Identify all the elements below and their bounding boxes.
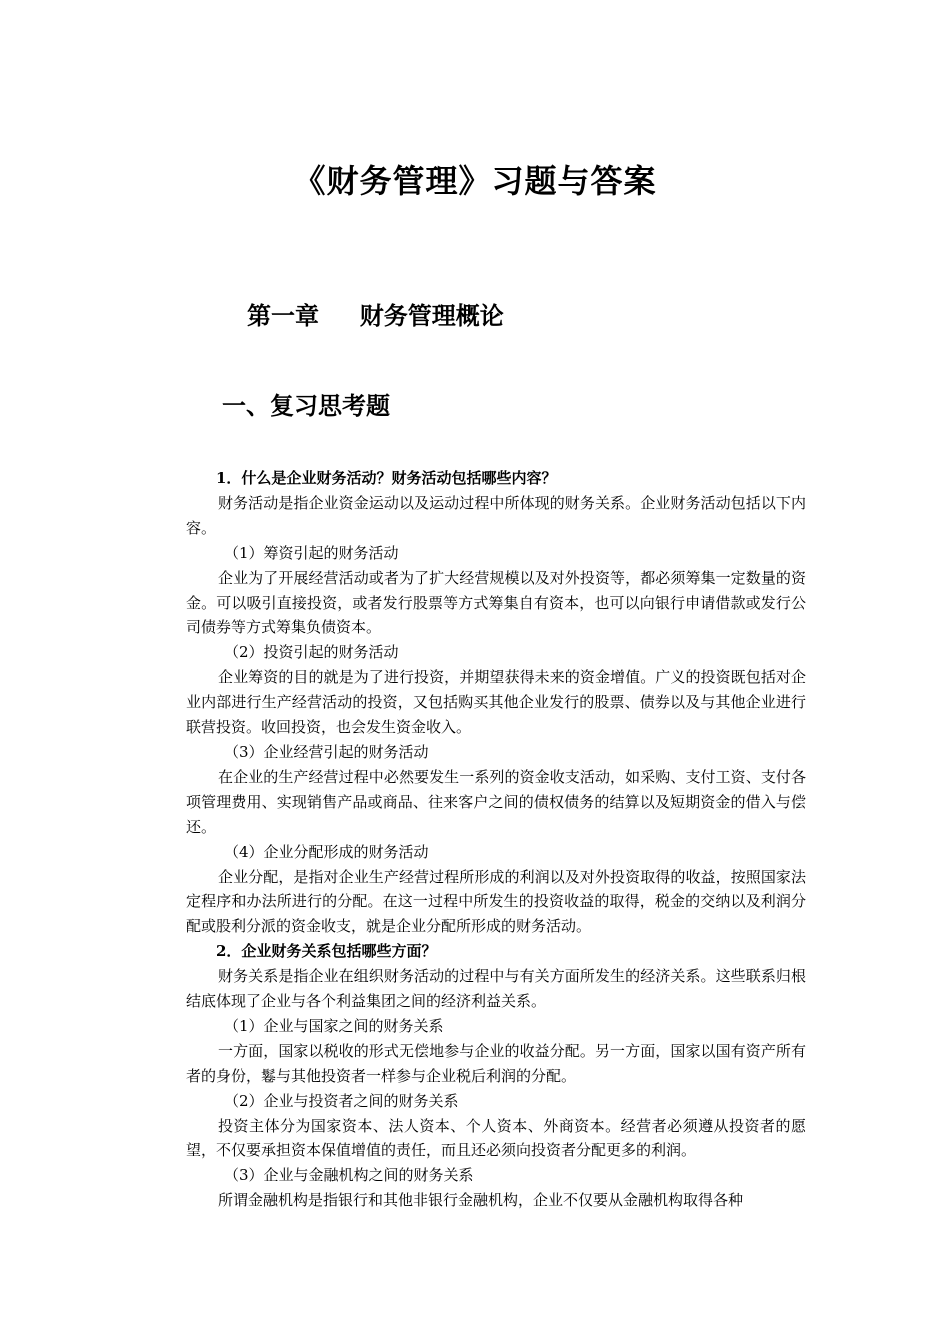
chapter-heading: 第一章 财务管理概论 (247, 302, 504, 330)
subheading: （3）企业与金融机构之间的财务关系 (224, 1166, 474, 1185)
paragraph: 企业分配，是指对企业生产经营过程所形成的利润以及对外投资取得的收益，按照国家法定程序和办法所进行的分配。在这一过程中所发生的投资收益的取得，税金的交纳以及利润分配或股利分派的资金收支，就是企业分配所形成的财务活动。 (186, 867, 806, 936)
subheading: （3）企业经营引起的财务活动 (224, 742, 429, 761)
paragraph: 在企业的生产经营过程中必然要发生一系列的资金收支活动，如采购、支付工资、支付各项管理费用、实现销售产品或商品、往来客户之间的债权债务的结算以及短期资金的借入与偿还。 (186, 767, 806, 836)
subheading: （4）企业分配形成的财务活动 (224, 842, 429, 861)
paragraph: 所谓金融机构是指银行和其他非银行金融机构，企业不仅要从金融机构取得各种 (218, 1191, 744, 1210)
subheading: （1）筹资引起的财务活动 (224, 543, 399, 562)
paragraph: 财务活动是指企业资金运动以及运动过程中所体现的财务关系。企业财务活动包括以下内容。 (186, 493, 806, 537)
paragraph: 一方面，国家以税收的形式无偿地参与企业的收益分配。另一方面，国家以国有资产所有者的身份，鬈与其他投资者一样参与企业税后利润的分配。 (186, 1041, 806, 1085)
document-title: 《财务管理》习题与答案 (293, 162, 657, 200)
subheading: （2）企业与投资者之间的财务关系 (224, 1091, 459, 1110)
subheading: （2）投资引起的财务活动 (224, 643, 399, 662)
question-2: 2．企业财务关系包括哪些方面？ (216, 942, 437, 961)
question-1: 1．什么是企业财务活动？财务活动包括哪些内容？ (216, 469, 557, 487)
paragraph: 企业筹资的目的就是为了进行投资，并期望获得未来的资金增值。广义的投资既包括对企业内部进行生产经营活动的投资，又包括购买其他企业发行的股票、债券以及与其他企业进行联营投资。收回投资，也会发生资金收入。 (186, 668, 806, 737)
section-heading: 一、复习思考题 (222, 392, 390, 420)
paragraph: 企业为了开展经营活动或者为了扩大经营规模以及对外投资等，都必须筹集一定数量的资金。可以吸引直接投资，或者发行股票等方式筹集自有资本，也可以向银行申请借款或发行公司债券等方式筹集负债资本。 (186, 568, 806, 637)
paragraph: 投资主体分为国家资本、法人资本、个人资本、外商资本。经营者必须遵从投资者的愿望，不仅要承担资本保值增值的责任，而且还必须向投资者分配更多的利润。 (186, 1116, 806, 1160)
subheading: （1）企业与国家之间的财务关系 (224, 1016, 444, 1035)
document-body (186, 466, 806, 1213)
paragraph: 财务关系是指企业在组织财务活动的过程中与有关方面所发生的经济关系。这些联系归根结底体现了企业与各个利益集团之间的经济利益关系。 (186, 967, 806, 1011)
